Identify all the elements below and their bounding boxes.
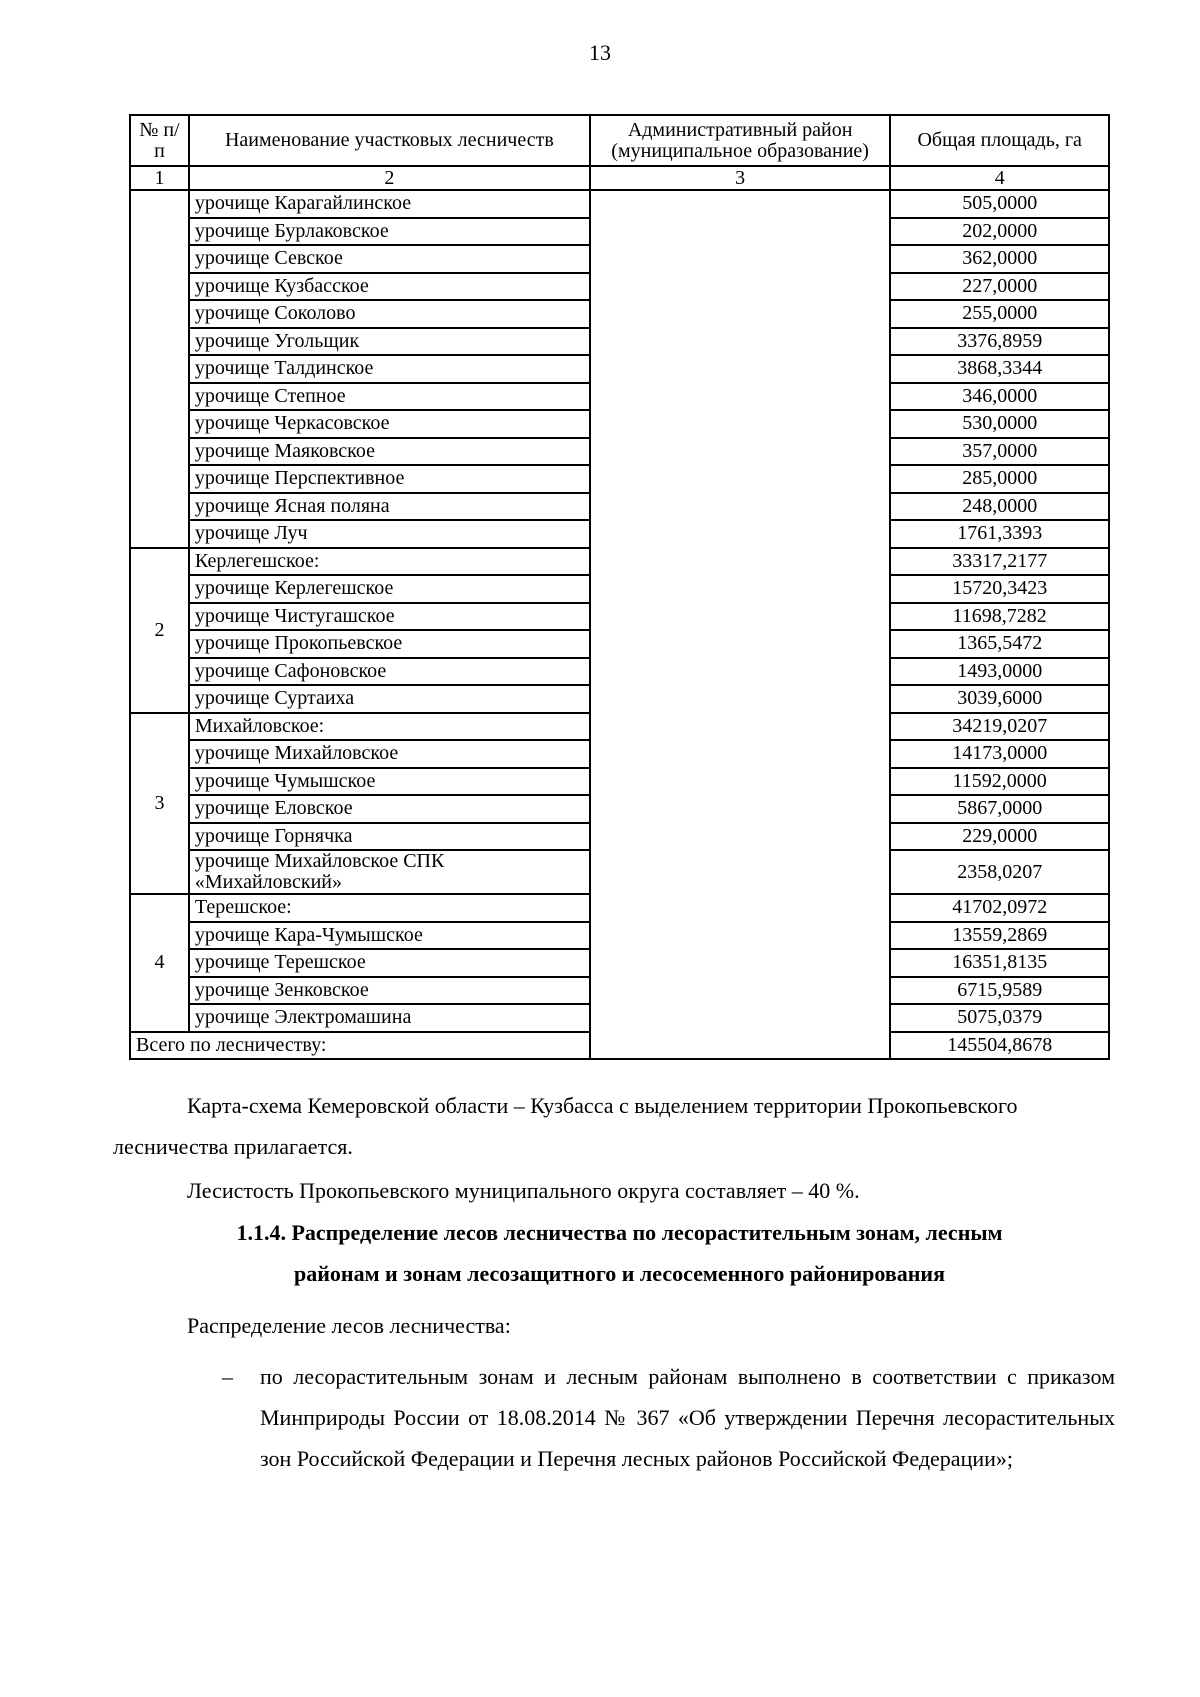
row-area: 530,0000 xyxy=(890,410,1109,438)
paragraph-distribution: Распределение лесов лесничества: xyxy=(187,1313,511,1338)
section-heading-line1: 1.1.4. Распределение лесов лесничества по лесорастительным зонам, лесным xyxy=(236,1220,1003,1245)
row-name: урочище Ясная поляна xyxy=(189,493,590,521)
row-area: 248,0000 xyxy=(890,493,1109,521)
header-no: № п/п xyxy=(130,115,189,166)
group-total: 33317,2177 xyxy=(890,548,1109,576)
row-name: урочище Перспективное xyxy=(189,465,590,493)
bullet-dash: – xyxy=(222,1364,233,1389)
forestry-table xyxy=(129,114,1110,1060)
group-title: Терешское: xyxy=(189,894,590,922)
paragraph-forest-cover: Лесистость Прокопьевского муниципального округа составляет – 40 %. xyxy=(187,1178,860,1203)
row-area: 2358,0207 xyxy=(890,850,1109,894)
row-area: 1493,0000 xyxy=(890,658,1109,686)
row-area: 3039,6000 xyxy=(890,685,1109,713)
row-name: урочище Луч xyxy=(189,520,590,548)
row-name: урочище Маяковское xyxy=(189,438,590,466)
index-cell: 3 xyxy=(590,166,891,190)
row-area: 505,0000 xyxy=(890,190,1109,218)
row-name: урочище Соколово xyxy=(189,300,590,328)
row-area: 3376,8959 xyxy=(890,328,1109,356)
row-name: урочище Еловское xyxy=(189,795,590,823)
row-name: урочище Суртаиха xyxy=(189,685,590,713)
row-name: урочище Бурлаковское xyxy=(189,218,590,246)
group-number-cell: 3 xyxy=(130,713,189,895)
row-area: 202,0000 xyxy=(890,218,1109,246)
row-name: урочище Севское xyxy=(189,245,590,273)
row-name: урочище Кара-Чумышское xyxy=(189,922,590,950)
row-name: урочище Угольщик xyxy=(189,328,590,356)
row-area: 14173,0000 xyxy=(890,740,1109,768)
row-name: урочище Степное xyxy=(189,383,590,411)
section-heading-line2: районам и зонам лесозащитного и лесосеменного районирования xyxy=(293,1261,946,1286)
row-area: 3868,3344 xyxy=(890,355,1109,383)
table-header-row xyxy=(130,115,1109,166)
group-number-cell: 2 xyxy=(130,548,189,713)
row-area: 5867,0000 xyxy=(890,795,1109,823)
row-name: урочище Карагайлинское xyxy=(189,190,590,218)
row-area: 16351,8135 xyxy=(890,949,1109,977)
row-area: 362,0000 xyxy=(890,245,1109,273)
row-area: 227,0000 xyxy=(890,273,1109,301)
group-title: Керлегешское: xyxy=(189,548,590,576)
paragraph-map-line1: Карта-схема Кемеровской области – Кузбасса с выделением территории Прокопьевского xyxy=(187,1093,1018,1118)
paragraph-map-line2: лесничества прилагается. xyxy=(113,1134,353,1159)
row-area: 11592,0000 xyxy=(890,768,1109,796)
index-cell: 2 xyxy=(189,166,590,190)
bullet-item-text: по лесорастительным зонам и лесным районам выполнено в соответствии с приказом Минприроды России от 18.08.2014 № 367 «Об утверждении Перечня лесорастительных зон Российской Федерации и Перечня лесных районов Российской Федерации»; xyxy=(260,1364,1115,1471)
row-name: урочище Электромашина xyxy=(189,1004,590,1032)
group-number-cell: 4 xyxy=(130,894,189,1032)
row-name: урочище Терешское xyxy=(189,949,590,977)
row-area: 1365,5472 xyxy=(890,630,1109,658)
total-value: 145504,8678 xyxy=(890,1032,1109,1060)
table-row xyxy=(130,190,1109,218)
row-name: урочище Чистугашское xyxy=(189,603,590,631)
group-total: 34219,0207 xyxy=(890,713,1109,741)
row-area: 285,0000 xyxy=(890,465,1109,493)
row-name: урочище Талдинское xyxy=(189,355,590,383)
group-total: 41702,0972 xyxy=(890,894,1109,922)
row-area: 6715,9589 xyxy=(890,977,1109,1005)
row-area: 229,0000 xyxy=(890,823,1109,851)
group-number-cell xyxy=(130,190,189,548)
header-district: Административный район (муниципальное образование) xyxy=(590,115,891,166)
index-cell: 4 xyxy=(890,166,1109,190)
row-area: 15720,3423 xyxy=(890,575,1109,603)
row-name: урочище Прокопьевское xyxy=(189,630,590,658)
row-name: урочище Михайловское xyxy=(189,740,590,768)
row-area: 11698,7282 xyxy=(890,603,1109,631)
row-area: 13559,2869 xyxy=(890,922,1109,950)
row-name: урочище Михайловское СПК «Михайловский» xyxy=(189,850,590,894)
row-name: урочище Кузбасское xyxy=(189,273,590,301)
row-area: 346,0000 xyxy=(890,383,1109,411)
group-title: Михайловское: xyxy=(189,713,590,741)
row-name: урочище Горнячка xyxy=(189,823,590,851)
row-name: урочище Керлегешское xyxy=(189,575,590,603)
row-area: 1761,3393 xyxy=(890,520,1109,548)
total-row xyxy=(130,1032,1109,1060)
page-number: 13 xyxy=(589,40,611,65)
total-label: Всего по лесничеству: xyxy=(130,1032,890,1060)
row-area: 357,0000 xyxy=(890,438,1109,466)
row-name: урочище Зенковское xyxy=(189,977,590,1005)
row-name: урочище Черкасовское xyxy=(189,410,590,438)
row-area: 5075,0379 xyxy=(890,1004,1109,1032)
row-area: 255,0000 xyxy=(890,300,1109,328)
header-name: Наименование участковых лесничеств xyxy=(189,115,590,166)
table-index-row xyxy=(130,166,1109,190)
row-name: урочище Сафоновское xyxy=(189,658,590,686)
header-area: Общая площадь, га xyxy=(890,115,1109,166)
index-cell: 1 xyxy=(130,166,189,190)
row-name: урочище Чумышское xyxy=(189,768,590,796)
district-cell xyxy=(590,190,891,1059)
